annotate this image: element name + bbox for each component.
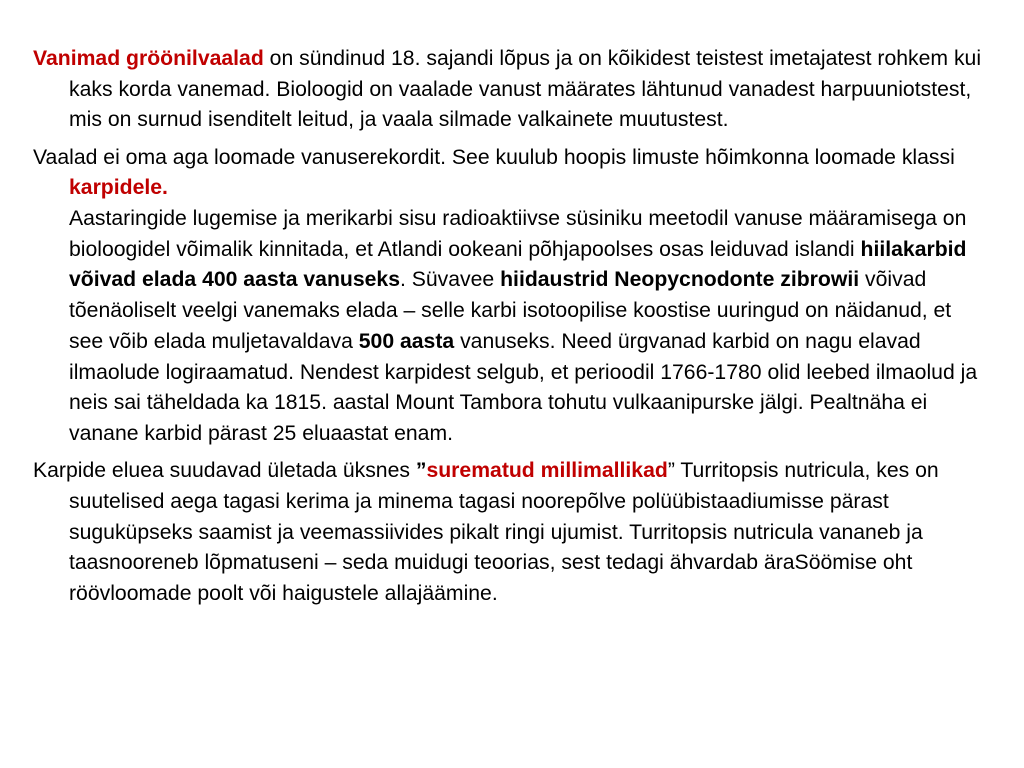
text-run: Karpide eluea suudavad ületada üksnes [33, 459, 416, 483]
highlight-clams: karpidele. [69, 176, 168, 200]
paragraph-clams [33, 143, 991, 450]
highlight-immortal-jellyfish: surematud millimallikad [426, 459, 668, 483]
text-run: võivad tõenäoliselt veelgi vanemaks elada – selle karbi isotoopilise koostise uuringud on näidanud, et see võib elada muljetavaldava [69, 268, 952, 353]
text-run: vanuseks. Need ürgvanad karbid on nagu elavad ilmaolude logiraamatud. Nendest karpidest selgub, et perioodil 1766-1780 olid leebed ilmaolud ja neis sai täheldada ka 1815. aastal Mount Tambora tohutu vulkaanipurske jälgi. Pealtnäha ei vanane karbid pärast 25 eluaastat enam. [69, 329, 978, 445]
text-run: . Süvavee [399, 268, 501, 292]
paragraph-old-whales [33, 44, 991, 136]
text-run: Aastaringide lugemise ja merikarbi sisu radioaktiivse süsiniku meetodil vanuse määramisega on bioloogidel võimalik kinnitada, et Atlandi ookeani põhjapoolses osas leiduvad islandi [69, 207, 967, 261]
text-run: on sündinud 18. sajandi lõpus ja on kõikidest teistest imetajatest rohkem kui kaks korda vanemad. Bioloogid on vaalade vanust määrates lähtunud vanadest harpuuniotstest, mis on surnud isenditelt leitud, ja vaala silmade valkainete muutustest. [69, 47, 982, 132]
quote-mark: ” [415, 459, 427, 483]
bold-500-years: 500 aasta [358, 329, 455, 353]
text-run: Vaalad ei oma aga loomade vanuserekordit. See kuulub hoopis limuste hõimkonna loomade klassi [33, 145, 955, 169]
bold-giant-oysters: hiidaustrid Neopycnodonte zibrowii [500, 268, 860, 292]
bold-quahog: hiilakarbid võivad elada 400 aasta vanuseks [69, 237, 967, 292]
paragraph-jellyfish [33, 456, 991, 610]
highlight-old-whales: Vanimad gröönilvaalad [33, 47, 264, 70]
slide-body [33, 44, 991, 616]
text-run: ” Turritopsis nutricula, kes on suutelised aega tagasi kerima ja minema tagasi noorepõlve polüübistaadiumisse pärast suguküpseks saamist ja veemassiivides pikalt ringi ujumist. Turritopsis nutricula vananeb ja taasnooreneb lõpmatuseni – seda muidugi teoorias, sest tedagi ähvardab äraSöömise oht röövloomade poolt või haigustele allajäämine. [69, 459, 939, 605]
